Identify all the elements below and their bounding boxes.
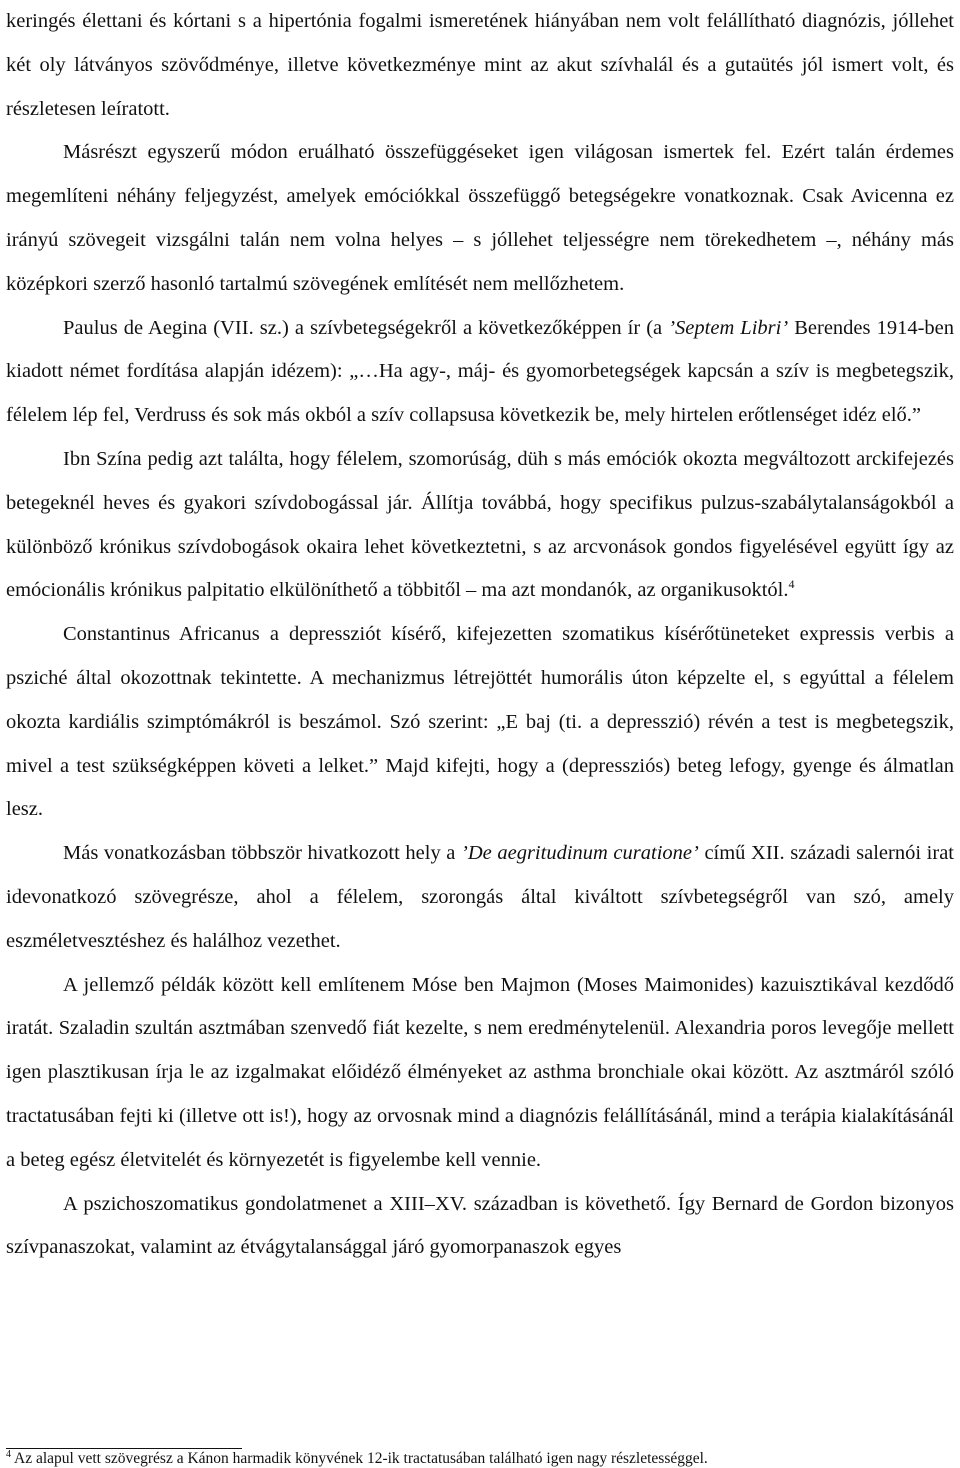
paragraph-1: keringés élettani és kórtani s a hipertónia fogalmi ismeretének hiányában nem volt felállítható diagnózis, jóllehet két oly látványos szövődménye, illetve következménye mint az akut szívhalál és a gutaütés jól ismert volt, és részletesen leíratott. — [6, 10, 954, 120]
footnote-text: Az alapul vett szövegrész a Kánon harmadik könyvének 12-ik tractatusában található igen nagy részletességgel. — [11, 1450, 708, 1467]
paragraph-6-text-b: című XII. századi salernói irat idevonatkozó szövegrésze, ahol a félelem, szorongás által kiváltott szívbetegségről van szó, amely eszméletvesztéshez és halálhoz vezethet. — [6, 842, 954, 952]
paragraph-8: A pszichoszomatikus gondolatmenet a XIII–XV. században is követhető. Így Bernard de Gordon bizonyos szívpanaszokat, valamint az étvágytalansággal járó gyomorpanaszok egyes — [6, 1192, 954, 1259]
footnote-reference: 4 — [788, 577, 795, 592]
paragraph-6-text-a: Más vonatkozásban többször hivatkozott hely a — [63, 842, 462, 865]
paragraph-3-title-italic: ’Septem Libri’ — [668, 316, 789, 339]
paragraph-5: Constantinus Africanus a depressziót kísérő, kifejezetten szomatikus kísérőtüneteket expressis verbis a psziché által okozottnak tekintette. A mechanizmus létrejöttét humorális úton képzelte el, s egyúttal a félelem okozta kardiális szimptómákról is beszámol. Szó szerint: „E baj (ti. a depresszió) révén a test is megbetegszik, mivel a test szükségképpen követi a lelket.” Majd kifejti, hogy a (depressziós) beteg lefogy, gyenge és álmatlan lesz. — [6, 623, 954, 821]
paragraph-4-text: Ibn Szína pedig azt találta, hogy félelem, szomorúság, düh s más emóciók okozta megváltozott arckifejezés betegeknél heves és gyakori szívdobogással jár. Állítja továbbá, hogy specifikus pulzus-szabálytalanságokból a különböző krónikus szívdobogások okaira lehet következtetni, s az arcvonások gondos figyelésével együtt így az emócionális krónikus palpitatio elkülöníthető a többitől – ma azt mondanók, az organikusoktól. — [6, 447, 954, 602]
footnote-number: 4 — [6, 1448, 11, 1460]
paragraph-6 — [6, 832, 954, 963]
paragraph-6-title-italic: ’De aegritudinum curatione’ — [461, 842, 699, 865]
paragraph-3-text-a: Paulus de Aegina (VII. sz.) a szívbetegségekről a következőképpen ír (a — [63, 316, 669, 339]
paragraph-3-text-b: Berendes 1914-ben kiadott német fordítása alapján idézem): „…Ha agy-, máj- és gyomorbetegségek kapcsán a szív is megbetegszik, félelem lép fel, Verdruss és sok más okból a szív collapsusa következik be, mely hirtelen erőtlenséget idéz elő.” — [6, 316, 955, 427]
footnote-separator — [6, 1448, 242, 1449]
body-text — [6, 0, 954, 1270]
paragraph-7: A jellemző példák között kell említenem Móse ben Majmon (Moses Maimonides) kazuisztikával kezdődő iratát. Szaladin szultán asztmában szenvedő fiát kezelte, s nem eredménytelenül. Alexandria poros levegője mellett igen plasztikusan írja le az izgalmakat előidéző élményeket az asthma bronchiale okai között. Az asztmáról szóló tractatusában fejti ki (illetve ott is!), hogy az orvosnak mind a diagnózis felállításánál, mind a terápia kialakításánál a beteg egész életvitelét és környezetét is figyelembe kell vennie. — [6, 973, 954, 1171]
footnote — [6, 1450, 956, 1468]
paragraph-4 — [6, 438, 954, 613]
paragraph-3 — [6, 307, 954, 438]
paragraph-2: Másrészt egyszerű módon eruálható összefüggéseket igen világosan ismertek fel. Ezért talán érdemes megemlíteni néhány feljegyzést, amelyek emóciókkal összefüggő betegségekre vonatkoznak. Csak Avicenna ez irányú szövegeit vizsgálni talán nem volna helyes – s jóllehet teljességre nem törekedhetem –, néhány más középkori szerző hasonló tartalmú szövegének említését nem mellőzhetem. — [6, 141, 954, 295]
